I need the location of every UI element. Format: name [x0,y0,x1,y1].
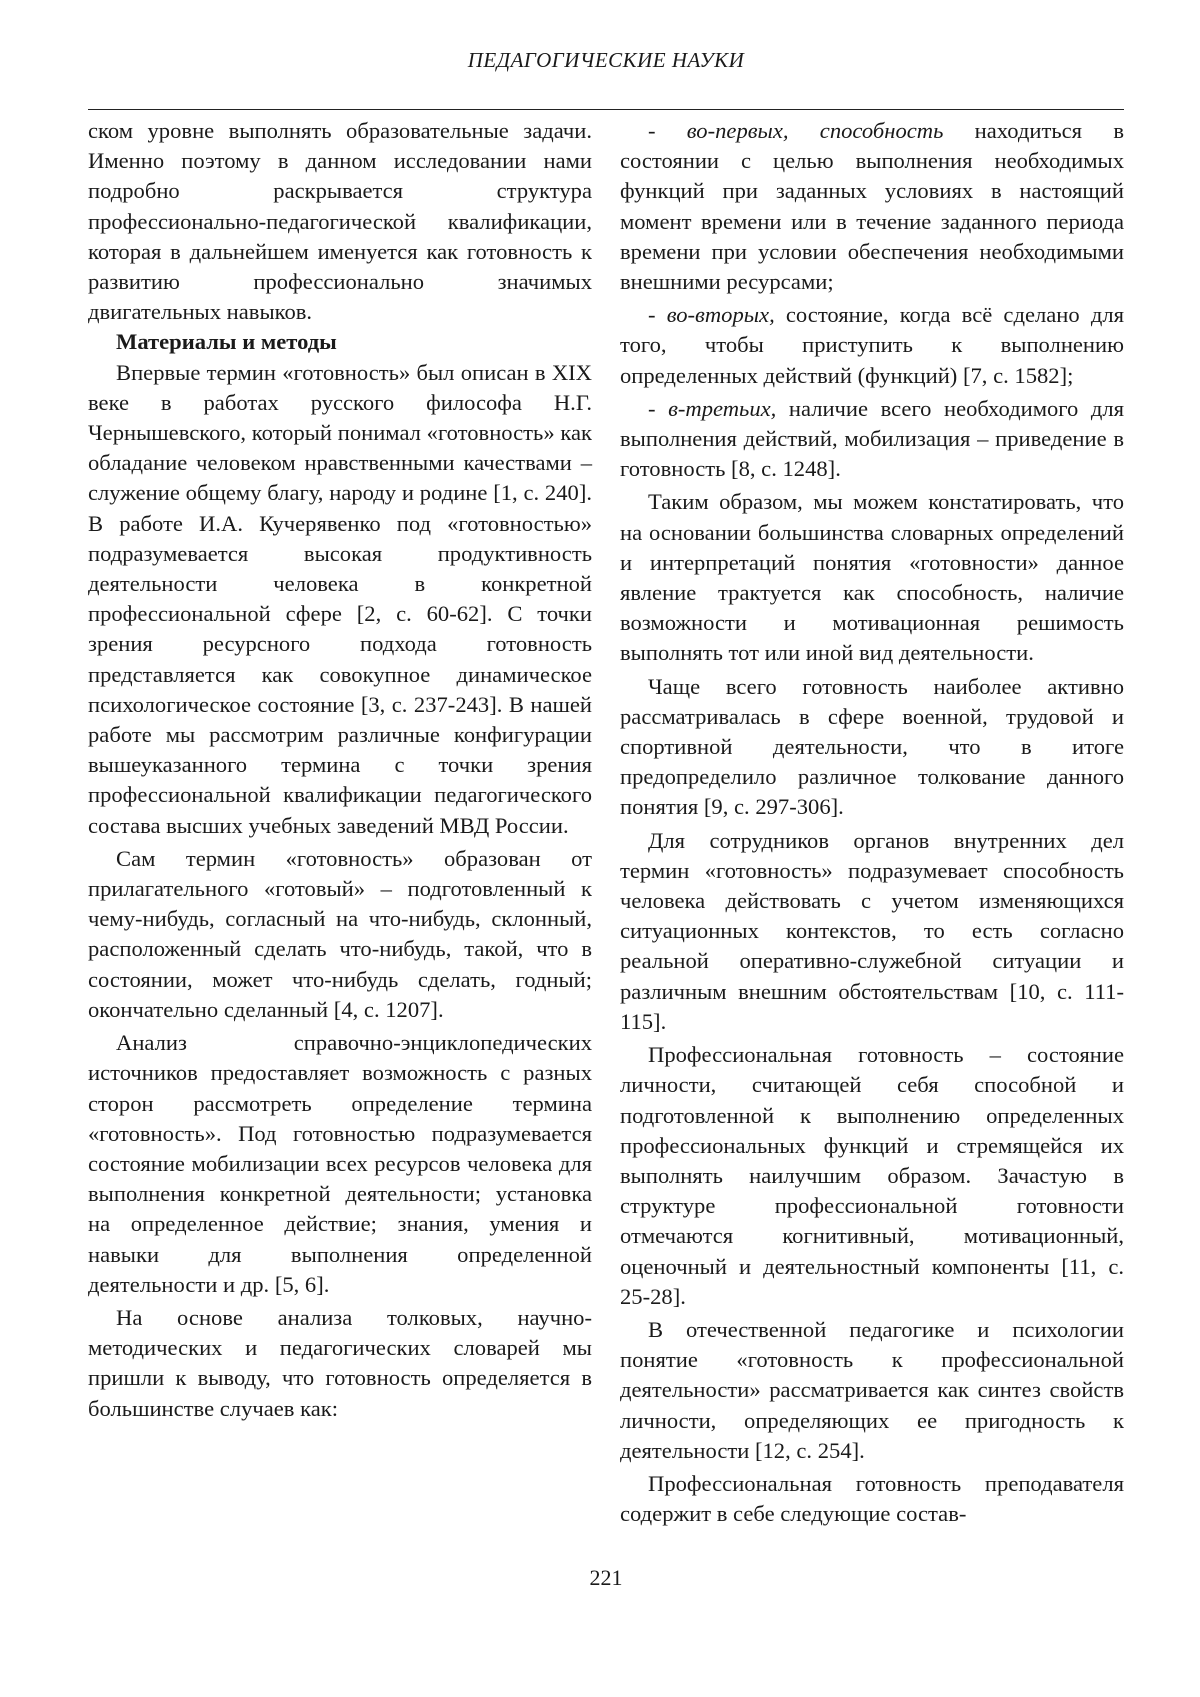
paragraph: Впервые термин «готовность» был описан в XIX веке в работах русского философа Н.Г. Чернышевского, который понимал «готовность» как обладание человеком нравственными качествами – служение общему благу, народу и родине [1, с. 240]. В работе И.А. Кучерявенко под «готовностью» подразумевается высокая продуктивность деятельности человека в конкретной профессиональной сфере [2, с. 60-62]. С точки зрения ресурсного подхода готовность представляется как совокупное динамическое психологическое состояние [3, с. 237-243]. В нашей работе мы рассмотрим различные конфигурации вышеуказанного термина с точки зрения профессиональной квалификации педагогического состава высших учебных заведений МВД России. [88,359,592,838]
list-item-text: наличие всего необходимого для выполнения действий, мобилизация – приведение в готовность [8, с. 1248]. [620,395,1125,482]
list-item-lead: - во-первых, способность [648,118,944,143]
paragraph: Для сотрудников органов внутренних дел термин «готовность» подразумевает способность человека действовать с учетом изменяющихся ситуационных контекстов, то есть согласно реальной оперативно-служебной ситуации и различным внешним обстоятельствам [10, с. 111-115]. [620,827,1124,1034]
paragraph: Сам термин «готовность» образован от прилагательного «готовый» – подготовленный к чему-нибудь, согласный на что-нибудь, склонный, расположенный сделать что-нибудь, такой, что в состоянии, может что-нибудь сделать, годный; окончательно сделанный [4, с. 1207]. [88,845,592,1022]
paragraph: В отечественной педагогике и психологии понятие «готовность к профессиональной деятельности» рассматривается как синтез свойств личности, определяющих ее пригодность к деятельности [12, с. 254]. [620,1316,1124,1463]
header-rule [88,109,1124,110]
list-item-text: находиться в состоянии с целью выполнения необходимых функций при заданных условиях в настоящий момент времени или в течение заданного периода времени при условии обеспечения необходимыми внешними ресурсами; [620,118,1124,295]
paragraph: На основе анализа толковых, научно-методических и педагогических словарей мы пришли к выводу, что готовность определяется в большинстве случаев как: [88,1304,592,1421]
paragraph: Анализ справочно-энциклопедических источников предоставляет возможность с разных сторон рассмотреть определение термина «готовность». Под готовностью подразумевается состояние мобилизации всех ресурсов человека для выполнения конкретной деятельности; установка на определенное действие; знания, умения и навыки для выполнения определенной деятельности и др. [5, 6]. [88,1030,592,1297]
paragraph-continuation: ском уровне выполнять образовательные задачи. Именно поэтому в данном исследовании нами подробно раскрывается структура профессионально-педагогической квалификации, которая в дальнейшем именуется как готовность к развитию профессионально значимых двигательных навыков. [88,118,592,325]
page-number: 221 [589,1565,623,1590]
running-title: ПЕДАГОГИЧЕСКИЕ НАУКИ [467,48,745,72]
left-column [88,116,592,1424]
paragraph: Профессиональная готовность – состояние личности, считающей себя способной и подготовленной к выполнению определенных профессиональных функций и стремящейся их выполнять наилучшим образом. Зачастую в структуре профессиональной готовности отмечаются когнитивный, мотивационный, оценочный и деятельностный компоненты [11, с. 25-28]. [620,1042,1124,1309]
list-item-text: состояние, когда всё сделано для того, чтобы приступить к выполнению определенных действий (функций) [7, с. 1582]; [620,302,1125,388]
section-heading: Материалы и методы [116,329,337,355]
list-item-lead: - во-вторых, [648,302,775,328]
right-column [620,116,1124,1529]
paragraph: Профессиональная готовность преподавателя содержит в себе следующие состав- [620,1470,1124,1527]
list-item-second [620,300,1124,391]
list-item-third [620,394,1124,485]
paragraph: Чаще всего готовность наиболее активно рассматривалась в сфере военной, трудовой и спортивной деятельности, что в итоге предопределило различное толкование данного понятия [9, с. 297-306]. [620,673,1124,820]
paragraph: Таким образом, мы можем констатировать, что на основании большинства словарных определений и интерпретаций понятия «готовности» данное явление трактуется как способность, наличие возможности и мотивационная решимость выполнять тот или иной вид деятельности. [620,489,1124,666]
list-item-first [620,116,1124,297]
list-item-lead: - в-третьих, [648,395,777,421]
